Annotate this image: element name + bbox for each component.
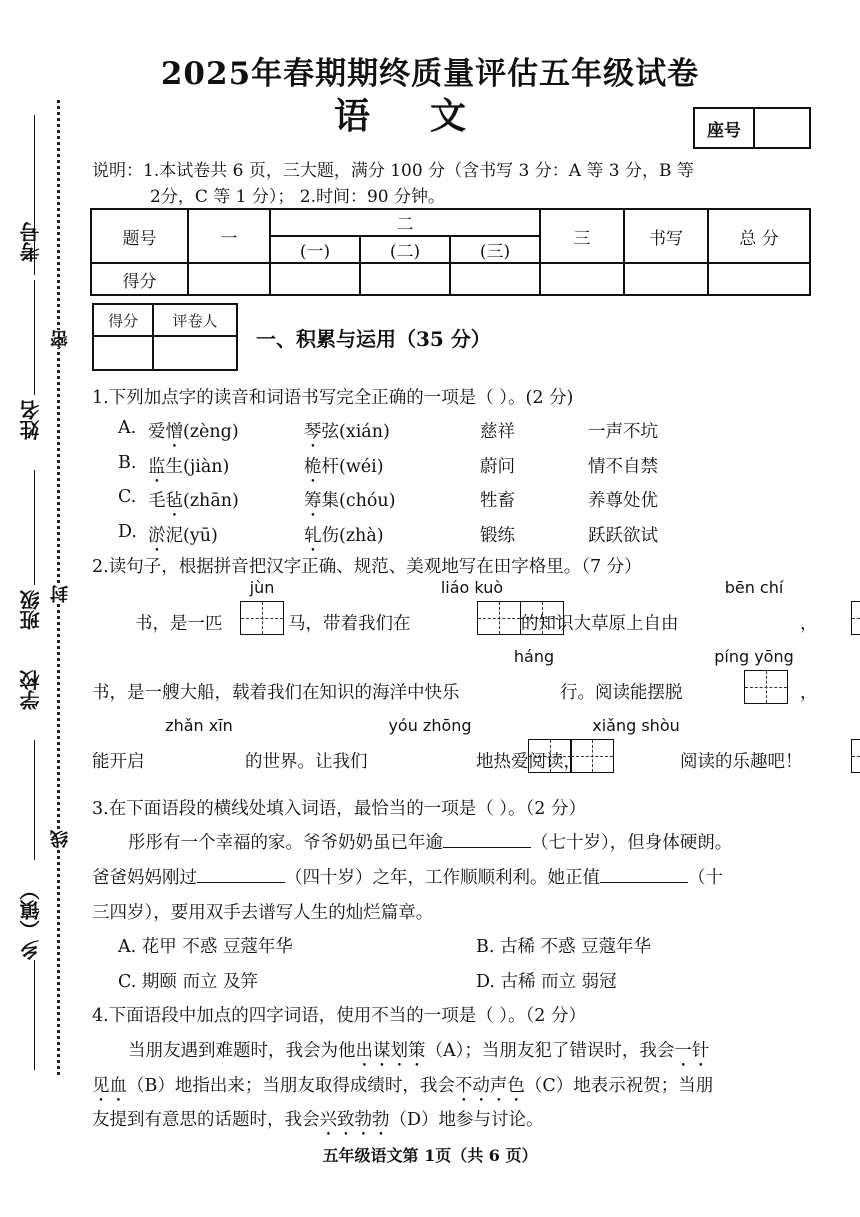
- question-4-stem: 4.下面语段中加点的四字词语，使用不当的一项是（ ）。（2 分）: [92, 1006, 586, 1026]
- grader-score-cell[interactable]: [93, 336, 153, 370]
- q2-line1-text-c: 的知识大草原上自由: [521, 614, 679, 634]
- question-3-passage-line-2: 爸爸妈妈刚过 （四十岁）之年，工作顺顺利利。她正值 （十: [92, 868, 723, 888]
- score-table-sub-3: (三): [450, 236, 540, 263]
- instructions-line-1: 说明：1.本试卷共 6 页，三大题，满分 100 分（含书写 3 分：A 等 3 分，B 等: [92, 161, 694, 181]
- score-table-header-3: 三: [540, 209, 624, 263]
- blank-3[interactable]: [600, 882, 688, 883]
- writing-grid-youzhong[interactable]: [851, 739, 860, 773]
- blank-2[interactable]: [197, 882, 285, 883]
- class-label: 班级: [19, 590, 43, 630]
- question-3-passage-line-1: 彤彤有一个幸福的家。爷爷奶奶虽已年逾 （七十岁），但身体硬朗。: [128, 833, 733, 853]
- score-cell[interactable]: [270, 263, 360, 295]
- q2-line1-text-d: ，: [800, 614, 818, 634]
- score-table-header-total: 总 分: [708, 209, 810, 263]
- score-table-sub-2: (二): [360, 236, 450, 263]
- pinyin-pingyong: píng yōng: [714, 647, 794, 666]
- q2-line3-text-c: 地热爱阅读，: [476, 752, 581, 772]
- seal-char-mi: 密: [48, 330, 74, 348]
- writing-grid-benchi[interactable]: [851, 601, 860, 635]
- binding-margin: [0, 0, 90, 1217]
- writing-grid-jun[interactable]: [240, 601, 284, 635]
- score-table: [90, 208, 811, 296]
- q2-line2-text-a: 书，是一艘大船，载着我们在知识的海洋中快乐: [92, 683, 460, 703]
- score-cell[interactable]: [624, 263, 708, 295]
- exam-title: 2025年春期期终质量评估五年级试卷: [160, 56, 700, 92]
- exam-number-label: 考号: [19, 222, 43, 262]
- seal-char-xian: 线: [48, 830, 74, 848]
- score-table-header-number: 题号: [91, 209, 188, 263]
- q2-line1-text-b: 马，带着我们在: [288, 614, 411, 634]
- question-4-passage-line-2: 见血（B）地指出来；当朋友取得成绩时，我会不动声色（C）地表示祝贺；当朋: [92, 1076, 714, 1096]
- score-cell[interactable]: [188, 263, 270, 295]
- score-cell[interactable]: [540, 263, 624, 295]
- question-3-option-a: A. 花甲 不惑 豆蔻年华: [118, 937, 293, 957]
- instructions-line-2: 2分，C 等 1 分）； 2.时间：90 分钟。: [150, 187, 446, 207]
- grader-table: [92, 303, 238, 371]
- grader-name-label: 评卷人: [153, 304, 237, 336]
- question-3-option-b: B. 古稀 不惑 豆蔻年华: [476, 937, 652, 957]
- question-4-passage-line-1: 当朋友遇到难题时，我会为他出谋划策（A）；当朋友犯了错误时，我会一针: [128, 1041, 710, 1061]
- q2-line3-text-d: 阅读的乐趣吧！: [680, 752, 803, 772]
- seat-label: 座号: [695, 109, 755, 147]
- score-table-header-writing: 书写: [624, 209, 708, 263]
- pinyin-jun: jùn: [249, 578, 275, 597]
- instructions: [92, 158, 812, 210]
- q2-line2-text-b: 行。阅读能摆脱: [560, 683, 683, 703]
- score-row-label: 得分: [91, 263, 188, 295]
- question-3-option-d: D. 古稀 而立 弱冠: [476, 972, 617, 992]
- question-4-passage-line-3: 友提到有意思的话题时，我会兴致勃勃（D）地参与讨论。: [92, 1110, 544, 1130]
- section-1-heading: 一、积累与运用（35 分）: [256, 327, 491, 351]
- question-2-stem: 2.读句子，根据拼音把汉字正确、规范、美观地写在田字格里。（7 分）: [92, 557, 642, 577]
- name-label: 姓名: [19, 400, 43, 440]
- pinyin-hang: háng: [513, 647, 555, 666]
- grader-name-cell[interactable]: [153, 336, 237, 370]
- score-table-header-1: 一: [188, 209, 270, 263]
- q2-line3-text-b: 的世界。让我们: [245, 752, 368, 772]
- pinyin-zhanxin: zhǎn xīn: [165, 716, 233, 735]
- score-table-header-2: 二: [270, 209, 540, 236]
- subject-title: 语文: [333, 95, 526, 137]
- seat-input[interactable]: [755, 109, 809, 147]
- grader-score-label: 得分: [93, 304, 153, 336]
- pinyin-youzhong: yóu zhōng: [388, 716, 472, 735]
- question-1-stem: 1.下列加点字的读音和词语书写完全正确的一项是（ ）。(2 分): [92, 388, 574, 408]
- score-cell[interactable]: [708, 263, 810, 295]
- q2-line1-text-a: 书，是一匹: [135, 614, 223, 634]
- seat-number-box[interactable]: [693, 107, 811, 149]
- seal-char-feng: 封: [48, 585, 74, 603]
- question-3-passage-line-3: 三四岁），要用双手去谱写人生的灿烂篇章。: [92, 903, 434, 923]
- score-table-sub-1: (一): [270, 236, 360, 263]
- q2-line2-text-c: ，: [800, 683, 818, 703]
- q2-line3-text-a: 能开启: [92, 752, 145, 772]
- pinyin-benchi: bēn chí: [724, 578, 784, 597]
- pinyin-xiangshou: xiǎng shòu: [592, 716, 680, 735]
- score-cell[interactable]: [450, 263, 540, 295]
- question-3-stem: 3.在下面语段的横线处填入词语，最恰当的一项是（ ）。（2 分）: [92, 799, 586, 819]
- pinyin-liaokuo: liáo kuò: [440, 578, 504, 597]
- score-cell[interactable]: [360, 263, 450, 295]
- school-label: 学校: [19, 670, 43, 710]
- page-footer: 五年级语文第 1页（共 6 页）: [322, 1146, 538, 1165]
- writing-grid-hang[interactable]: [744, 670, 788, 704]
- blank-1[interactable]: [443, 847, 531, 848]
- question-3-option-c: C. 期颐 而立 及笄: [118, 972, 259, 992]
- township-label: 乡（镇）: [19, 880, 43, 960]
